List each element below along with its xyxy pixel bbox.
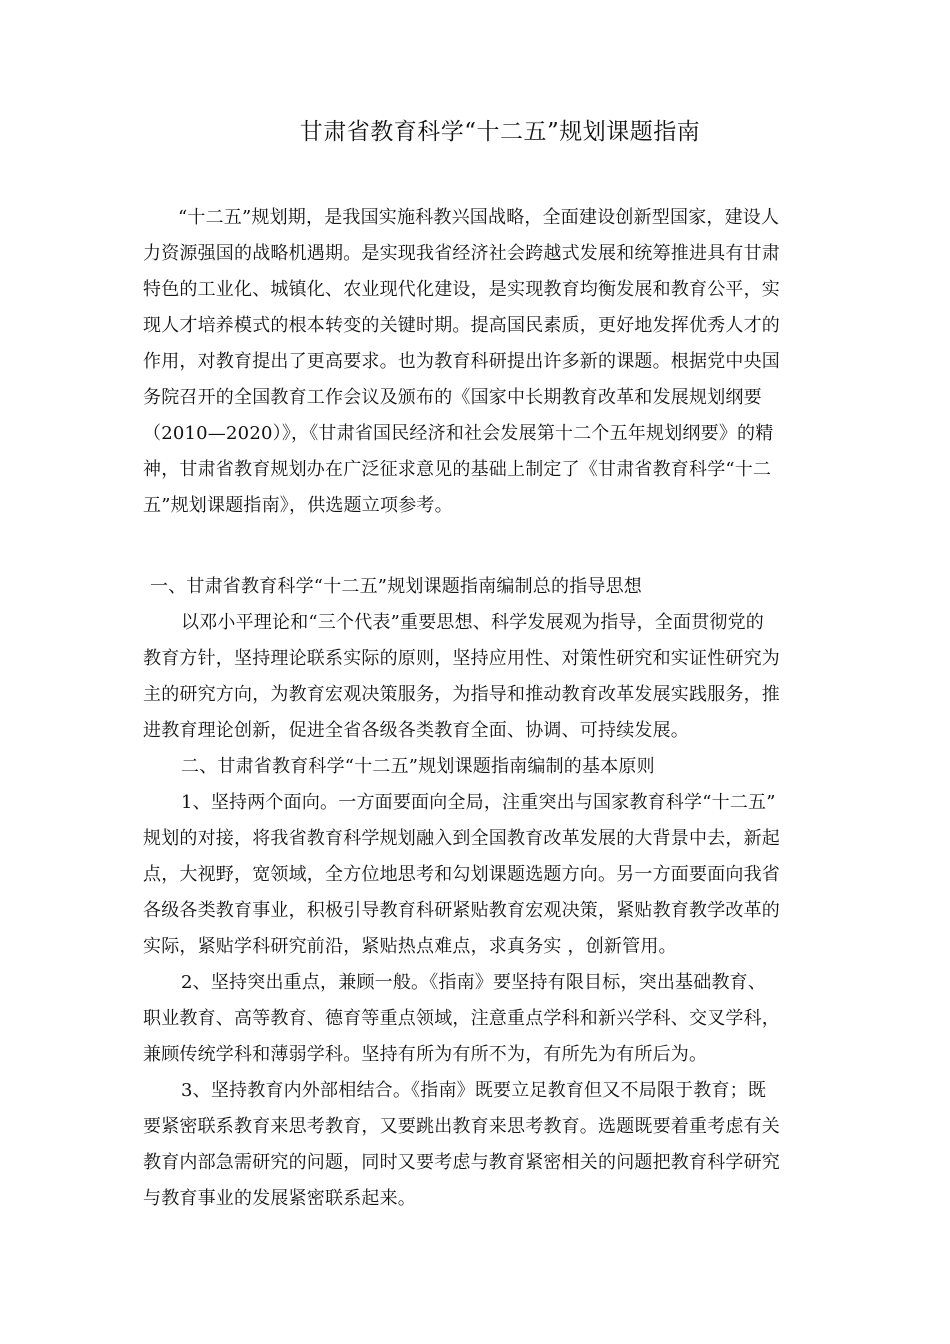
paragraph-line: 进教育理论创新，促进全省各级各类教育全面、协调、可持续发展。	[143, 720, 689, 741]
paragraph-line: 教育方针，坚持理论联系实际的原则，坚持应用性、对策性研究和实证性研究为	[143, 648, 780, 669]
paragraph-line: 务院召开的全国教育工作会议及颁布的《国家中长期教育改革和发展规划纲要	[143, 387, 762, 408]
paragraph-line: 五”规划课题指南》，供选题立项参考。	[143, 495, 453, 516]
paragraph-line: “十二五”规划期，是我国实施科教兴国战略，全面建设创新型国家，建设人	[178, 207, 780, 228]
section-heading: 二、甘肃省教育科学“十二五”规划课题指南编制的基本原则	[181, 756, 655, 777]
paragraph-line: 力资源强国的战略机遇期。是实现我省经济社会跨越式发展和统筹推进具有甘肃	[143, 243, 780, 264]
paragraph-line: 各级各类教育事业，积极引导教育科研紧贴教育宏观决策，紧贴教育教学改革的	[143, 900, 780, 921]
paragraph-line: 以邓小平理论和“三个代表”重要思想、科学发展观为指导，全面贯彻党的	[181, 612, 765, 633]
section-heading: 一、甘肃省教育科学“十二五”规划课题指南编制总的指导思想	[150, 576, 643, 597]
paragraph-line: 规划的对接，将我省教育科学规划融入到全国教育改革发展的大背景中去，新起	[143, 828, 780, 849]
paragraph-line: 作用，对教育提出了更高要求。也为教育科研提出许多新的课题。根据党中央国	[143, 351, 780, 372]
paragraph-line: 2、坚持突出重点，兼顾一般。《指南》要坚持有限目标，突出基础教育、	[181, 972, 767, 993]
paragraph-line: 主的研究方向，为教育宏观决策服务，为指导和推动教育改革发展实践服务，推	[143, 684, 780, 705]
paragraph-line: 要紧密联系教育来思考教育，又要跳出教育来思考教育。选题既要着重考虑有关	[143, 1116, 780, 1137]
paragraph-line: 职业教育、高等教育、德育等重点领域，注意重点学科和新兴学科、交叉学科，	[143, 1008, 780, 1029]
paragraph-line: 现人才培养模式的根本转变的关键时期。提高国民素质，更好地发挥优秀人才的	[143, 315, 780, 336]
paragraph-line: 教育内部急需研究的问题，同时又要考虑与教育紧密相关的问题把教育科学研究	[143, 1152, 780, 1173]
paragraph-line: 1、坚持两个面向。一方面要面向全局，注重突出与国家教育科学“十二五”	[181, 792, 776, 813]
paragraph-line: 神，甘肃省教育规划办在广泛征求意见的基础上制定了《甘肃省教育科学“十二	[143, 459, 772, 480]
paragraph-line: 点，大视野，宽领域，全方位地思考和勾划课题选题方向。另一方面要面向我省	[143, 864, 780, 885]
paragraph-line: 与教育事业的发展紧密联系起来。	[143, 1188, 416, 1209]
paragraph-line: 实际，紧贴学科研究前沿，紧贴热点难点，求真务实 ，创新管用。	[143, 936, 677, 957]
paragraph-line: 兼顾传统学科和薄弱学科。坚持有所为有所不为，有所先为有所后为。	[143, 1044, 708, 1065]
paragraph-line: （2010—2020）》，《甘肃省国民经济和社会发展第十二个五年规划纲要》的精	[143, 423, 774, 444]
paragraph-line: 特色的工业化、城镇化、农业现代化建设，是实现教育均衡发展和教育公平，实	[143, 279, 780, 300]
paragraph-line: 3、坚持教育内外部相结合。《指南》既要立足教育但又不局限于教育；既	[181, 1080, 767, 1101]
document-title: 甘肃省教育科学“十二五”规划课题指南	[299, 119, 701, 145]
